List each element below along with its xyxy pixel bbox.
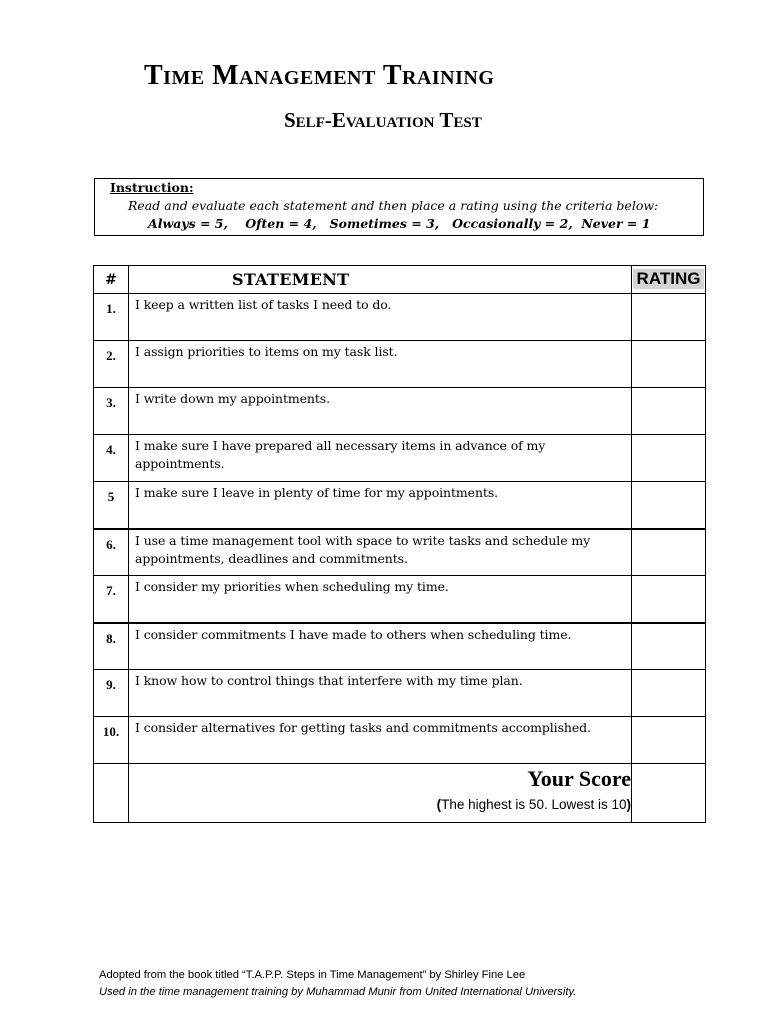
score-label-cell — [129, 764, 632, 823]
table-row — [94, 529, 706, 576]
rating-cell[interactable] — [632, 623, 706, 670]
score-number-cell — [94, 764, 129, 823]
instruction-text: Read and evaluate each statement and then place a rating using the criteria below: — [128, 198, 659, 213]
row-statement: I consider alternatives for getting tasks and commitments accomplished. — [129, 717, 632, 764]
row-number: 5 — [94, 482, 129, 529]
row-number: 10. — [94, 717, 129, 764]
score-note-open: ( — [436, 797, 442, 812]
row-number: 3. — [94, 388, 129, 435]
row-statement: I write down my appointments. — [129, 388, 632, 435]
table-row — [94, 435, 706, 482]
table-row — [94, 670, 706, 717]
row-number: 8. — [94, 623, 129, 670]
table-row — [94, 576, 706, 623]
rating-cell[interactable] — [632, 717, 706, 764]
row-statement: I keep a written list of tasks I need to do. — [129, 294, 632, 341]
page-title: Time Management Training — [144, 60, 495, 91]
score-note-close: ) — [626, 797, 631, 812]
table-row — [94, 341, 706, 388]
source-credit: Adopted from the book titled “T.A.P.P. Steps in Time Management” by Shirley Fine Lee — [99, 969, 526, 981]
score-total-cell[interactable] — [632, 764, 706, 823]
table-row — [94, 717, 706, 764]
row-number: 1. — [94, 294, 129, 341]
header-number: # — [94, 266, 129, 294]
table-row — [94, 482, 706, 529]
header-rating-label: RATING — [633, 269, 704, 289]
rating-cell[interactable] — [632, 388, 706, 435]
score-note — [437, 797, 631, 812]
row-statement: I consider commitments I have made to others when scheduling time. — [129, 623, 632, 670]
table-row — [94, 623, 706, 670]
instruction-heading: Instruction: — [110, 180, 194, 195]
row-statement: I assign priorities to items on my task list. — [129, 341, 632, 388]
evaluation-table — [93, 265, 706, 823]
row-number: 2. — [94, 341, 129, 388]
table-header-row — [94, 266, 706, 294]
score-note-text: The highest is 50. Lowest is 10 — [441, 797, 627, 812]
row-number: 4. — [94, 435, 129, 482]
rating-criteria: Always = 5, Often = 4, Sometimes = 3, Occasionally = 2, Never = 1 — [148, 216, 651, 231]
rating-cell[interactable] — [632, 294, 706, 341]
score-title: Your Score — [527, 766, 631, 791]
row-number: 9. — [94, 670, 129, 717]
row-statement: I make sure I leave in plenty of time for my appointments. — [129, 482, 632, 529]
header-statement: STATEMENT — [129, 266, 632, 294]
rating-cell[interactable] — [632, 482, 706, 529]
row-statement: I know how to control things that interfere with my time plan. — [129, 670, 632, 717]
row-number: 6. — [94, 529, 129, 576]
score-row — [94, 764, 706, 823]
instruction-box — [94, 178, 704, 236]
rating-cell[interactable] — [632, 341, 706, 388]
row-statement: I make sure I have prepared all necessary items in advance of my appointments. — [129, 435, 632, 482]
rating-cell[interactable] — [632, 576, 706, 623]
table-row — [94, 388, 706, 435]
usage-credit: Used in the time management training by Muhammad Munir from United International University. — [99, 986, 577, 998]
row-number: 7. — [94, 576, 129, 623]
rating-cell[interactable] — [632, 670, 706, 717]
rating-cell[interactable] — [632, 435, 706, 482]
page-subtitle: Self-Evaluation Test — [284, 108, 482, 132]
row-statement: I consider my priorities when scheduling my time. — [129, 576, 632, 623]
row-statement: I use a time management tool with space to write tasks and schedule my appointments, deadlines and commitments. — [129, 529, 632, 576]
header-rating — [632, 266, 706, 294]
rating-cell[interactable] — [632, 529, 706, 576]
table-row — [94, 294, 706, 341]
